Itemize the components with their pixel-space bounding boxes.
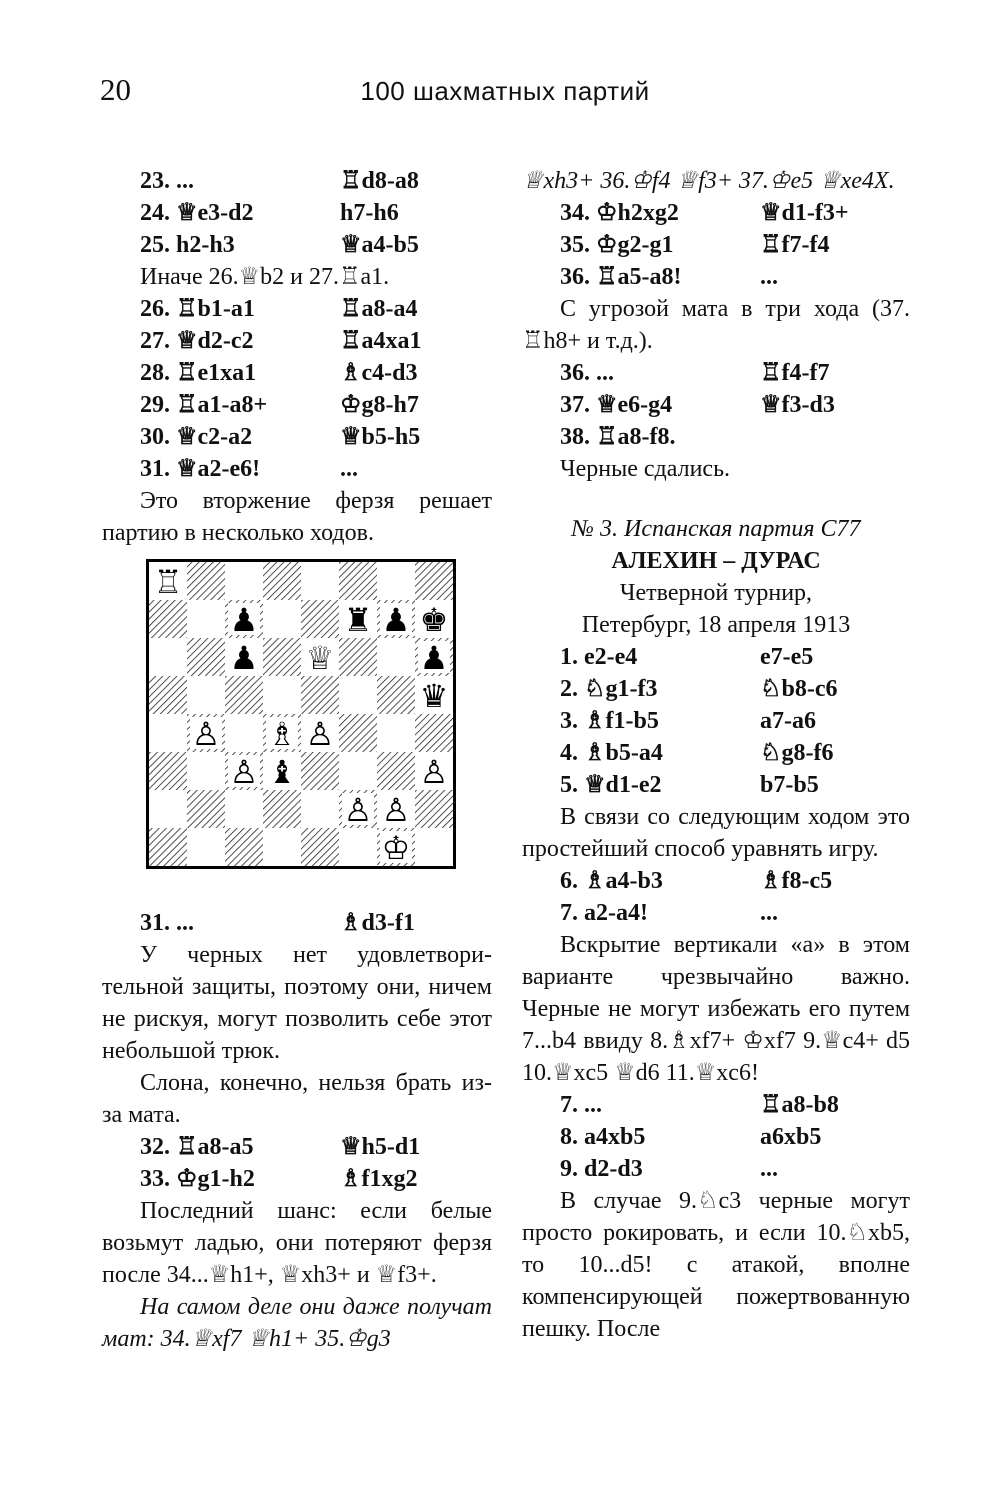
move-row [522, 865, 910, 897]
light-square [339, 676, 377, 714]
move-row [102, 389, 492, 421]
chess-piece-white-f2: ♙ [343, 791, 373, 829]
white-move: 7. ... [560, 1092, 602, 1118]
dark-square [149, 752, 187, 790]
move-row [522, 1121, 910, 1153]
white-move: 37. ♕e6-g4 [560, 392, 673, 418]
move-row [522, 737, 910, 769]
paragraph: Иначе 26.♕b2 и 27.♖a1. [140, 264, 390, 290]
light-square [301, 790, 339, 828]
black-move: ♕b5-h5 [340, 424, 421, 450]
light-square [377, 638, 415, 676]
light-square [263, 676, 301, 714]
chess-piece-white-e4: ♙ [305, 715, 335, 753]
dark-square [187, 790, 225, 828]
dark-square [377, 752, 415, 790]
move-row [102, 907, 492, 939]
black-move: ... [760, 264, 778, 290]
white-move: 6. ♗a4-b3 [560, 868, 663, 894]
move-row [102, 293, 492, 325]
move-row [522, 705, 910, 737]
page-header [100, 72, 910, 118]
page-number: 20 [100, 72, 131, 107]
move-list [522, 865, 910, 929]
paragraph: В случае 9.♘c3 черные могут просто рокировать, и если 10.♘xb5, то 10...d5! с атакой, вполне компенсирующей пожертвованную пешку. После [522, 1188, 910, 1342]
black-move: ♘b8-c6 [760, 676, 838, 702]
dark-square [149, 676, 187, 714]
move-row [102, 1131, 492, 1163]
chess-piece-black-f7: ♜ [343, 601, 373, 639]
event-name: Четверной турнир, [619, 580, 813, 606]
paragraph-italic: На самом деле они даже получат мат: 34.♕xf7 ♕h1+ 35.♔g3 [102, 1294, 492, 1352]
chess-piece-white-a8: ♖ [153, 563, 183, 601]
move-row [522, 1089, 910, 1121]
move-row [102, 1163, 492, 1195]
move-row [522, 897, 910, 929]
black-move: ♗d3-f1 [340, 910, 415, 936]
black-move: ♔g8-h7 [340, 392, 419, 418]
left-column [102, 165, 492, 1355]
light-square [377, 714, 415, 752]
light-square [149, 638, 187, 676]
black-move: ♗c4-d3 [340, 360, 418, 386]
black-move: ♕h5-d1 [340, 1134, 421, 1160]
chess-piece-white-g2: ♙ [381, 791, 411, 829]
light-square [225, 790, 263, 828]
paragraph: В связи со следующим ходом это простейший способ уравнять игру. [522, 804, 910, 862]
dark-square [339, 638, 377, 676]
white-move: 30. ♕c2-a2 [140, 424, 253, 450]
white-move: 36. ♖a5-a8! [560, 264, 682, 290]
move-row [102, 229, 492, 261]
dark-square [187, 562, 225, 600]
dark-square [339, 562, 377, 600]
move-row [522, 769, 910, 801]
chess-piece-white-g1: ♔ [381, 829, 411, 866]
white-move: 27. ♕d2-c2 [140, 328, 254, 354]
paragraph: Это вторжение ферзя решает партию в несколько ходов. [102, 488, 492, 546]
black-move: e7-e5 [760, 644, 814, 670]
black-move: ♖d8-a8 [340, 168, 419, 194]
black-move: ♖f7-f4 [760, 232, 830, 258]
chess-diagram [146, 559, 456, 869]
light-square [149, 790, 187, 828]
light-square [339, 752, 377, 790]
dark-square [301, 676, 339, 714]
move-list [102, 293, 492, 485]
white-move: 2. ♘g1-f3 [560, 676, 658, 702]
move-row [102, 357, 492, 389]
white-move: 9. d2-d3 [560, 1156, 643, 1182]
chess-piece-black-h7: ♚ [419, 601, 449, 639]
move-list [522, 197, 910, 293]
move-row [522, 421, 910, 453]
black-move: ♘g8-f6 [760, 740, 834, 766]
white-move: 8. a4xb5 [560, 1124, 646, 1150]
white-move: 33. ♔g1-h2 [140, 1166, 255, 1192]
black-move: ... [760, 1156, 778, 1182]
dark-square [415, 790, 453, 828]
light-square [263, 828, 301, 866]
white-move: 3. ♗f1-b5 [560, 708, 659, 734]
white-move: 26. ♖b1-a1 [140, 296, 255, 322]
paragraph: У черных нет удовлетворительной защиты, поэтому они, ничем не рискуя, могут позволить себе этот небольшой трюк. [102, 942, 492, 1064]
players-heading: АЛЕХИН – ДУРАС [611, 548, 821, 574]
chess-piece-black-g7: ♟ [381, 601, 411, 639]
paragraph-italic: ♕xh3+ 36.♔f4 ♕f3+ 37.♔e5 ♕xe4X. [522, 168, 895, 194]
light-square [187, 752, 225, 790]
chess-piece-white-d4: ♗ [267, 715, 297, 753]
black-move: ♕a4-b5 [340, 232, 419, 258]
dark-square [149, 828, 187, 866]
running-title: 100 шахматных партий [360, 76, 650, 106]
dark-square [149, 600, 187, 638]
light-square [415, 828, 453, 866]
light-square [187, 676, 225, 714]
dark-square [301, 752, 339, 790]
move-list [522, 641, 910, 801]
move-row [522, 673, 910, 705]
right-column [522, 165, 910, 1345]
dark-square [377, 676, 415, 714]
paragraph: Вскрытие вертикали «а» в этом варианте чрезвычайно важно. Черные не могут избежать его путем 7...b4 ввиду 8.♗xf7+ ♔xf7 9.♕c4+ d5 10.♕xc5 ♕d6 11.♕xc6! [522, 932, 910, 1086]
move-list [102, 1131, 492, 1195]
black-move: ... [340, 456, 358, 482]
chess-piece-white-b4: ♙ [191, 715, 221, 753]
dark-square [225, 676, 263, 714]
paragraph: Последний шанс: если белые возьмут ладью, они потеряют ферзя после 34...♕h1+, ♕xh3+ и ♕f3+. [102, 1198, 492, 1288]
black-move: a7-a6 [760, 708, 816, 734]
move-row [522, 641, 910, 673]
game-title: № 3. Испанская партия С77 [571, 516, 861, 542]
white-move: 35. ♔g2-g1 [560, 232, 674, 258]
chess-piece-black-c6: ♟ [229, 639, 259, 677]
dark-square [263, 790, 301, 828]
white-move: 34. ♔h2xg2 [560, 200, 679, 226]
white-move: 25. h2-h3 [140, 232, 235, 258]
light-square [301, 562, 339, 600]
light-square [339, 828, 377, 866]
move-row [522, 229, 910, 261]
move-row [522, 1153, 910, 1185]
white-move: 38. ♖a8-f8. [560, 424, 676, 450]
white-move: 24. ♕e3-d2 [140, 200, 254, 226]
paragraph: Слона, конечно, нельзя брать из-за мата. [102, 1070, 492, 1128]
dark-square [263, 638, 301, 676]
white-move: 36. ... [560, 360, 614, 386]
chess-piece-white-h3: ♙ [419, 753, 449, 791]
chess-piece-white-e6: ♕ [305, 639, 335, 677]
dark-square [225, 828, 263, 866]
white-move: 5. ♕d1-e2 [560, 772, 662, 798]
dark-square [263, 562, 301, 600]
white-move: 31. ... [140, 910, 194, 936]
event-place-date: Петербург, 18 апреля 1913 [581, 612, 851, 638]
dark-square [339, 714, 377, 752]
white-move: 31. ♕a2-e6! [140, 456, 261, 482]
move-row [522, 197, 910, 229]
light-square [187, 600, 225, 638]
chess-piece-black-h5: ♛ [419, 677, 449, 715]
black-move: ♗f8-c5 [760, 868, 833, 894]
chess-piece-white-c3: ♙ [229, 753, 259, 791]
chess-board [149, 562, 453, 866]
move-row [102, 421, 492, 453]
paragraph: Черные сдались. [560, 456, 731, 482]
black-move: h7-h6 [340, 200, 399, 226]
dark-square [301, 828, 339, 866]
white-move: 4. ♗b5-a4 [560, 740, 663, 766]
black-move [760, 421, 910, 453]
move-list [522, 1089, 910, 1185]
dark-square [187, 638, 225, 676]
paragraph: С угрозой мата в три хода (37. ♖h8+ и т.д.). [522, 296, 910, 354]
move-list [522, 357, 910, 453]
black-move: ♕f3-d3 [760, 392, 835, 418]
black-move: ♖a8-a4 [340, 296, 418, 322]
black-move: ... [760, 900, 778, 926]
black-move: ♖a4xa1 [340, 328, 422, 354]
white-move: 28. ♖e1xa1 [140, 360, 257, 386]
white-move: 23. ... [140, 168, 194, 194]
move-row [102, 165, 492, 197]
move-list [102, 907, 492, 939]
dark-square [415, 714, 453, 752]
move-row [102, 197, 492, 229]
move-row [102, 325, 492, 357]
light-square [377, 562, 415, 600]
light-square [225, 562, 263, 600]
move-row [522, 261, 910, 293]
chess-piece-black-h6: ♟ [419, 639, 449, 677]
chess-piece-black-c7: ♟ [229, 601, 259, 639]
chess-piece-black-d3: ♝ [267, 753, 297, 791]
light-square [149, 714, 187, 752]
move-row [522, 357, 910, 389]
black-move: b7-b5 [760, 772, 819, 798]
move-row [102, 453, 492, 485]
move-list [102, 165, 492, 261]
light-square [225, 714, 263, 752]
move-row [522, 389, 910, 421]
white-move: 1. e2-e4 [560, 644, 638, 670]
black-move: ♕d1-f3+ [760, 200, 849, 226]
dark-square [415, 562, 453, 600]
white-move: 32. ♖a8-a5 [140, 1134, 254, 1160]
dark-square [301, 600, 339, 638]
light-square [263, 600, 301, 638]
black-move: a6xb5 [760, 1124, 822, 1150]
black-move: ♗f1xg2 [340, 1166, 418, 1192]
white-move: 7. a2-a4! [560, 900, 648, 926]
black-move: ♖a8-b8 [760, 1092, 839, 1118]
black-move: ♖f4-f7 [760, 360, 830, 386]
white-move: 29. ♖a1-a8+ [140, 392, 268, 418]
light-square [187, 828, 225, 866]
